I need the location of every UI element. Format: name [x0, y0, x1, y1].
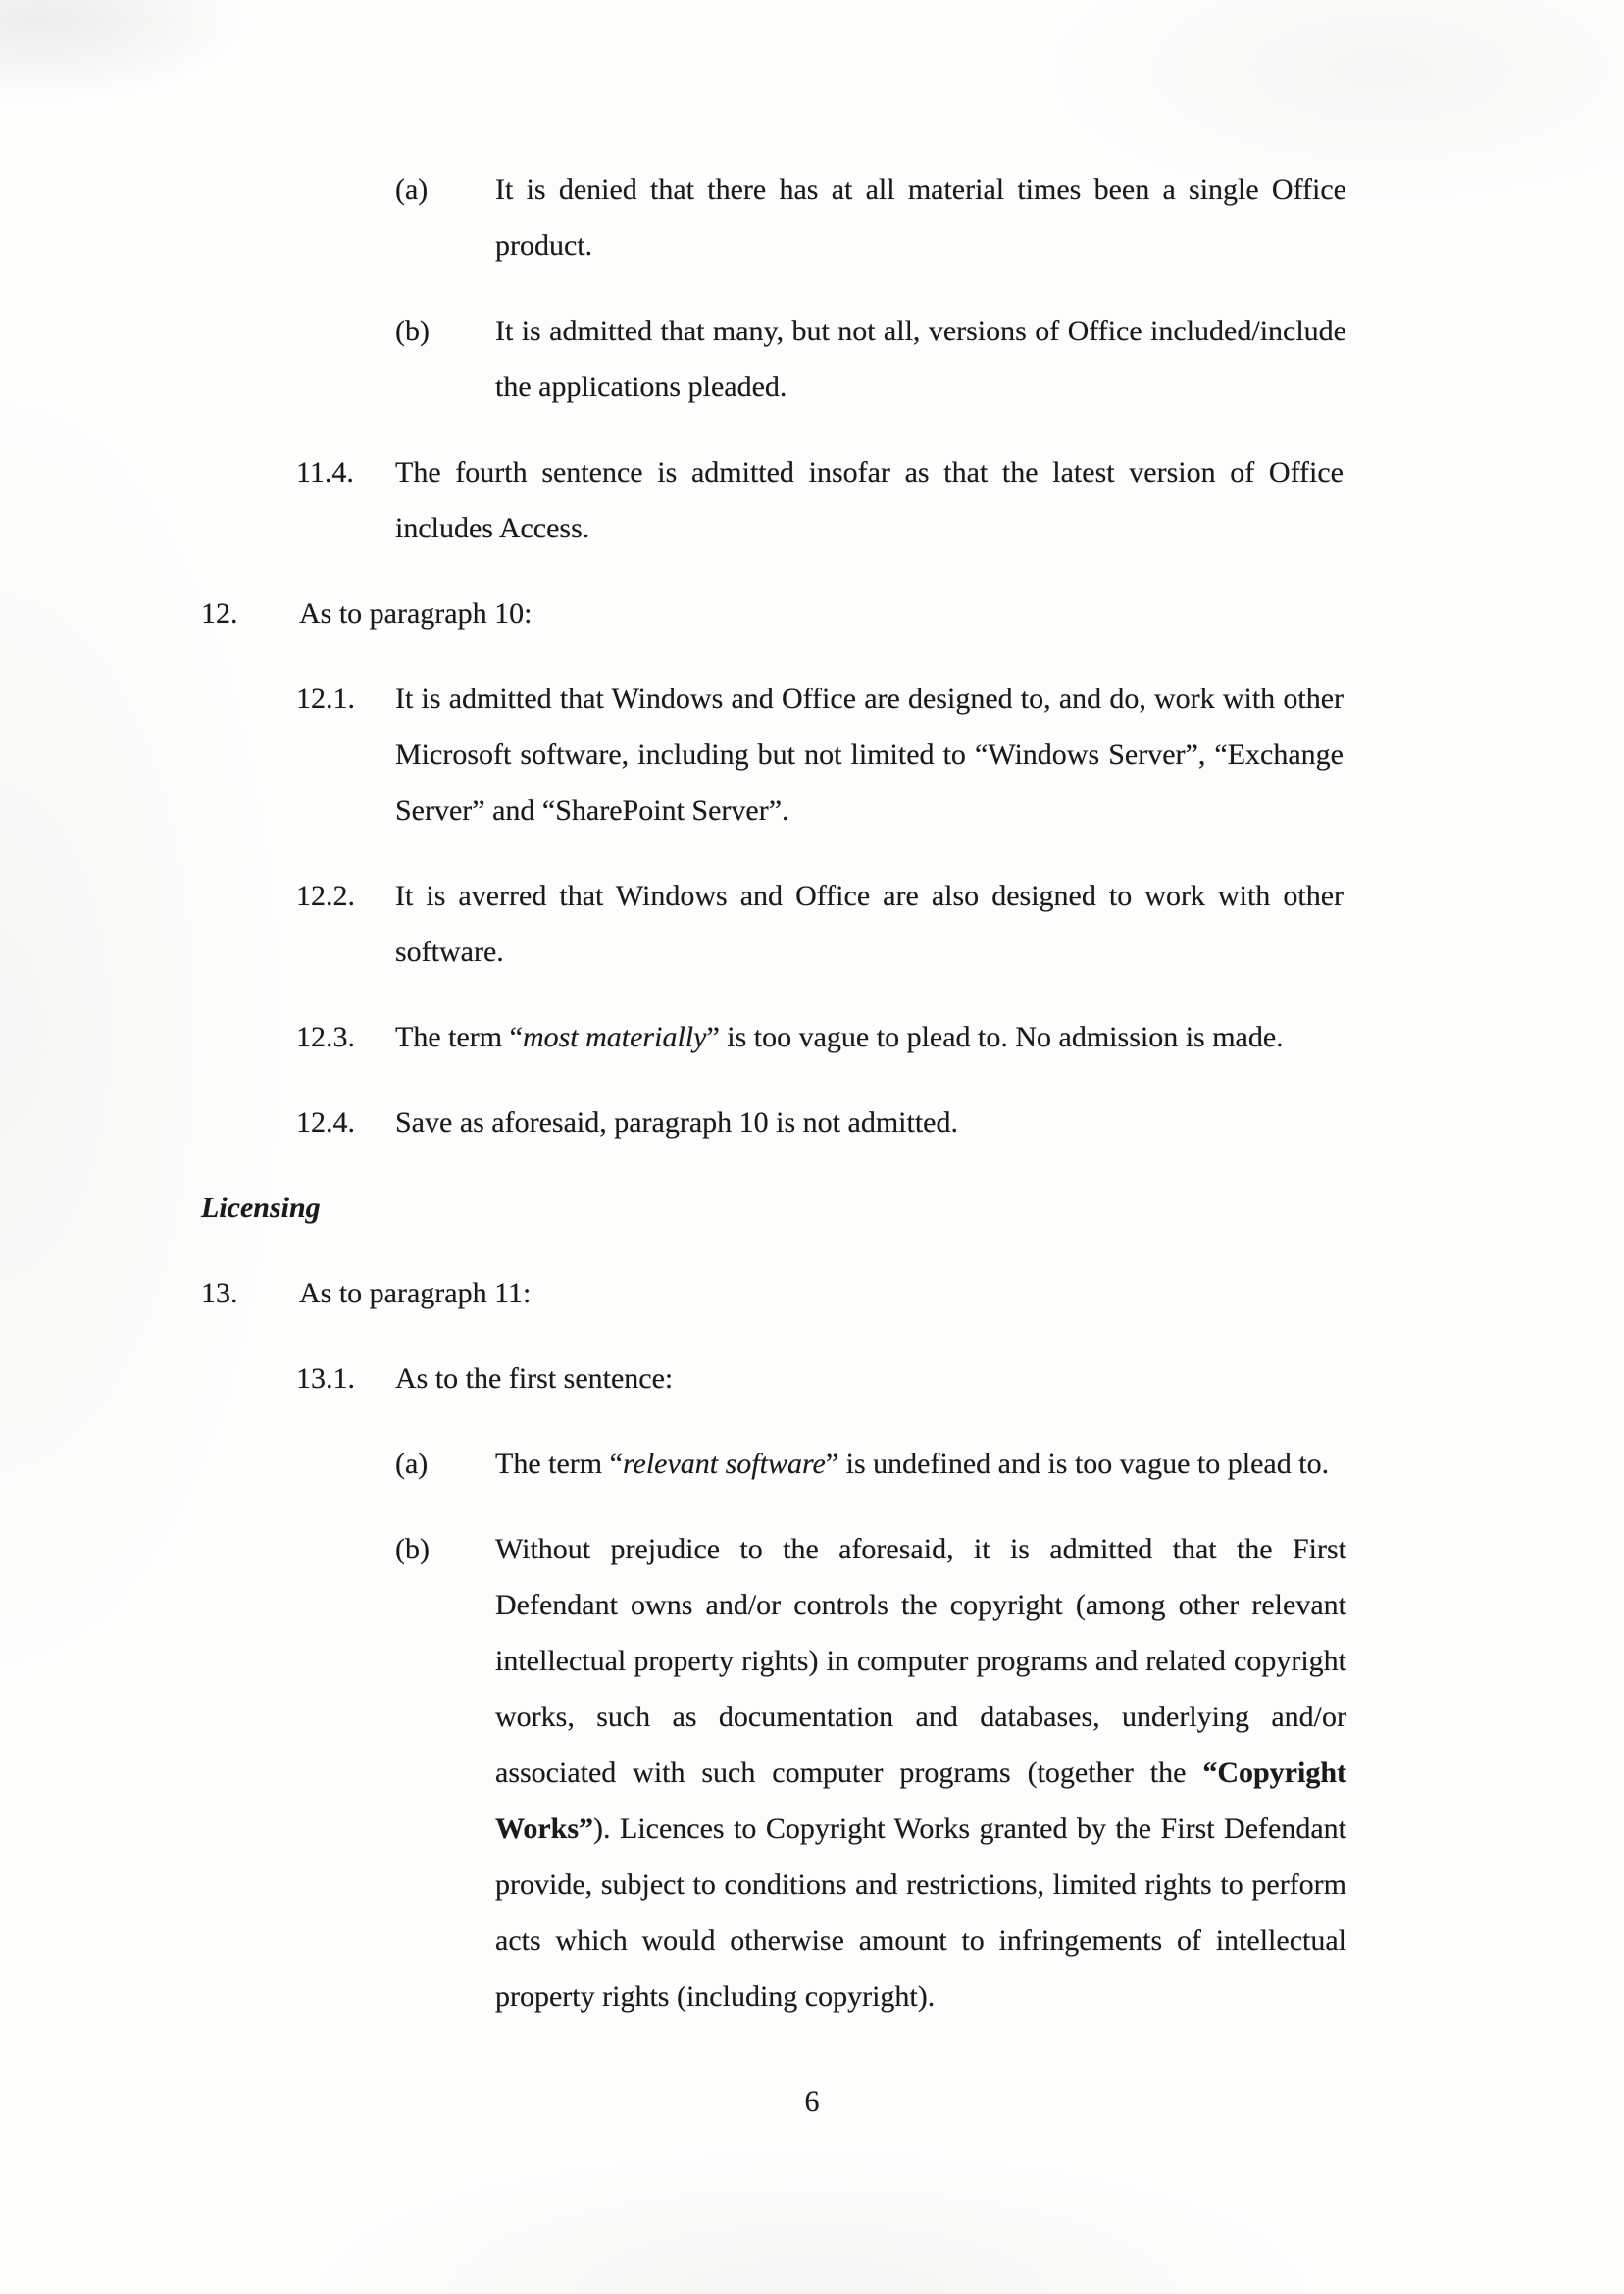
paragraph-marker: 12.1.: [296, 683, 355, 715]
paragraph-text: As to the first sentence:: [395, 1362, 674, 1395]
paragraph-marker: (a): [395, 174, 429, 206]
paragraph-11-3-b: [395, 303, 1624, 415]
paragraph-text: As to paragraph 10:: [299, 597, 533, 630]
paragraph-text: It is averred that Windows and Office are also designed to work with other software.: [395, 880, 1344, 968]
paragraph-marker: (b): [395, 1533, 430, 1565]
paragraph-text: It is denied that there has at all material times been a single Office product.: [495, 174, 1346, 262]
paragraph-text: Save as aforesaid, paragraph 10 is not admitted.: [395, 1106, 958, 1139]
paragraph-12: [201, 586, 1624, 641]
paragraph-marker: 12.3.: [296, 1021, 355, 1053]
paragraph-13: [201, 1265, 1624, 1321]
paragraph-text: As to paragraph 11:: [299, 1277, 532, 1309]
paragraph-11-4: [296, 444, 1624, 556]
paragraph-12-1: [296, 671, 1624, 839]
paragraph-text: The fourth sentence is admitted insofar as that the latest version of Office includes Access.: [395, 456, 1344, 544]
paragraph-marker: 11.4.: [296, 456, 354, 488]
paragraph-12-2: [296, 868, 1624, 980]
paragraph-13-1-b: [395, 1521, 1624, 2024]
paragraph-12-4: [296, 1095, 1624, 1150]
paragraph-marker: (a): [395, 1448, 429, 1480]
paragraph-text: Without prejudice to the aforesaid, it is admitted that the First Defendant owns and/or controls the copyright (among other relevant intellectual property rights) in computer programs and related copyright works, such as documentation and databases, underlying and/or associated with such computer programs (together the “Copyright Works”). Licences to Copyright Works granted by the First Defendant provide, subject to conditions and restrictions, limited rights to perform acts which would otherwise amount to infringements of intellectual property rights (including copyright).: [495, 1533, 1346, 2013]
paragraph-marker: 12.4.: [296, 1106, 355, 1139]
page-number: 6: [804, 2085, 820, 2117]
paragraph-text: The term “most materially” is too vague to plead to. No admission is made.: [395, 1021, 1284, 1053]
paragraph-text: It is admitted that many, but not all, versions of Office included/include the applications pleaded.: [495, 315, 1346, 403]
paragraph-marker: (b): [395, 315, 430, 347]
paragraph-marker: 12.2.: [296, 880, 355, 912]
paragraph-13-1-a: [395, 1436, 1624, 1492]
paragraph-text: The term “relevant software” is undefined and is too vague to plead to.: [495, 1448, 1330, 1480]
paragraph-text: It is admitted that Windows and Office are designed to, and do, work with other Microsoft software, including but not limited to “Windows Server”, “Exchange Server” and “SharePoint Server”.: [395, 683, 1344, 827]
document-content: [0, 162, 1624, 2129]
section-heading-licensing: Licensing: [201, 1192, 321, 1224]
paragraph-12-3: [296, 1009, 1624, 1065]
paragraph-11-3-a: [395, 162, 1624, 274]
paragraph-marker: 12.: [201, 597, 238, 630]
paragraph-marker: 13.1.: [296, 1362, 355, 1395]
paragraph-13-1: [296, 1351, 1624, 1406]
paragraph-marker: 13.: [201, 1277, 238, 1309]
